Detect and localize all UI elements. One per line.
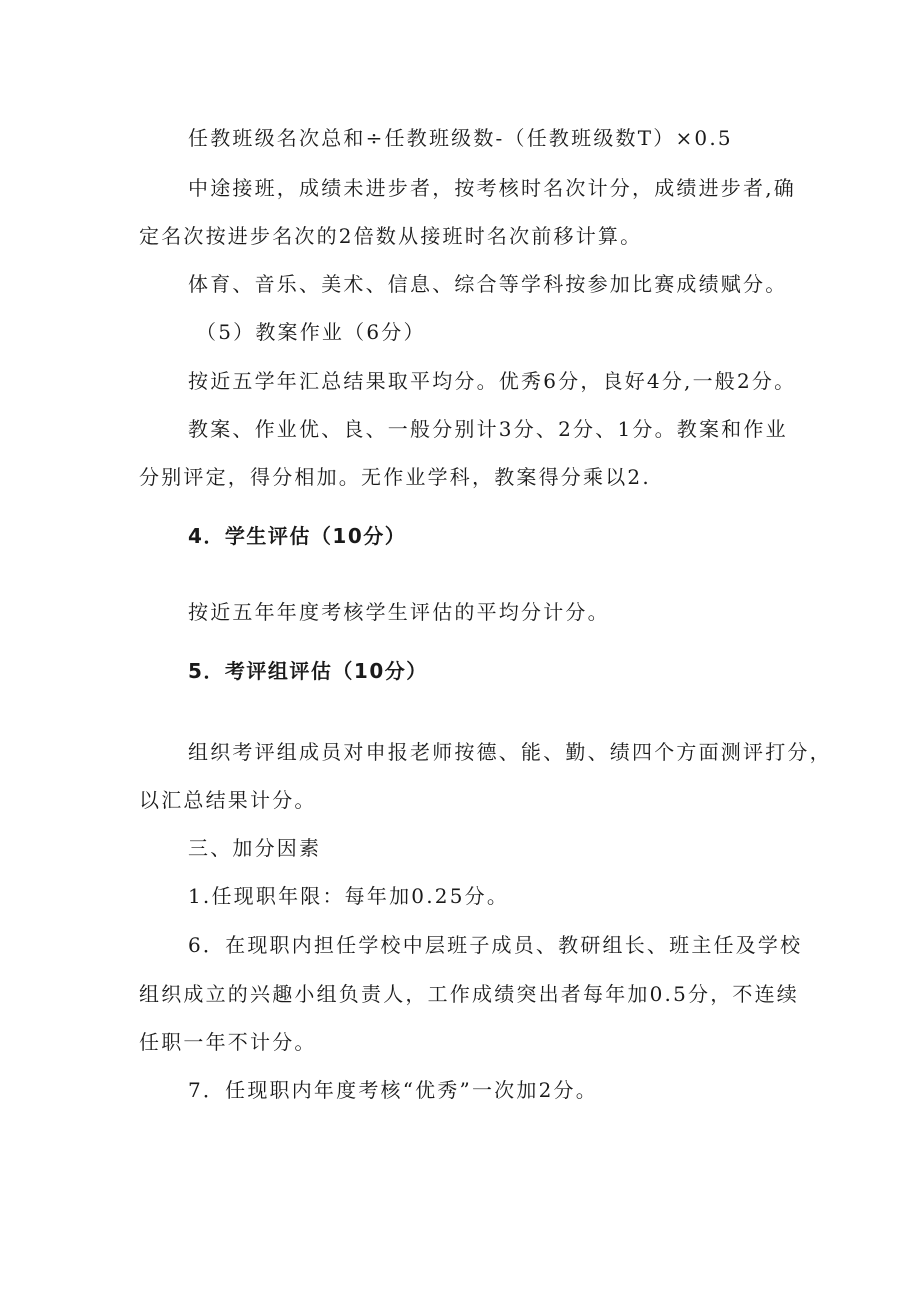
paragraph-midterm-line-1: 中途接班，成绩未进步者，按考核时名次计分，成绩进步者,确 [188, 176, 796, 200]
bonus-item-roles-line-3: 任职一年不计分。 [139, 1030, 317, 1054]
heading-student-evaluation: 4．学生评估（10分） [188, 524, 407, 548]
paragraph-arts-subjects: 体育、音乐、美术、信息、综合等学科按参加比赛成绩赋分。 [188, 272, 788, 296]
bonus-item-years: 1.任现职年限：每年加0.25分。 [188, 884, 510, 908]
paragraph-grading-line-2: 分别评定，得分相加。无作业学科，教案得分乘以2. [139, 465, 651, 489]
bonus-item-roles-line-2: 组织成立的兴趣小组负责人，工作成绩突出者每年加0.5分，不连续 [139, 982, 800, 1006]
paragraph-student-evaluation: 按近五年年度考核学生评估的平均分计分。 [188, 600, 610, 624]
bonus-item-roles-line-1: 6．在现职内担任学校中层班子成员、教研组长、班主任及学校 [188, 933, 803, 957]
paragraph-panel-line-2: 以汇总结果计分。 [139, 788, 317, 812]
paragraph-average-score: 按近五学年汇总结果取平均分。优秀6分，良好4分,一般2分。 [188, 369, 797, 393]
paragraph-panel-line-1: 组织考评组成员对申报老师按德、能、勤、绩四个方面测评打分， [188, 740, 832, 764]
subheading-lesson-plans: （5）教案作业（6分） [196, 320, 426, 344]
paragraph-grading-line-1: 教案、作业优、良、一般分别计3分、2分、1分。教案和作业 [188, 417, 788, 441]
heading-panel-evaluation: 5．考评组评估（10分） [188, 659, 428, 683]
paragraph-midterm-line-2: 定名次按进步名次的2倍数从接班时名次前移计算。 [139, 224, 643, 248]
formula-line: 任教班级名次总和÷任教班级数-（任教班级数T）×0.5 [188, 126, 733, 150]
section-heading-bonus: 三、加分因素 [188, 836, 322, 860]
bonus-item-excellent: 7．任现职内年度考核“优秀”一次加2分。 [188, 1078, 598, 1102]
